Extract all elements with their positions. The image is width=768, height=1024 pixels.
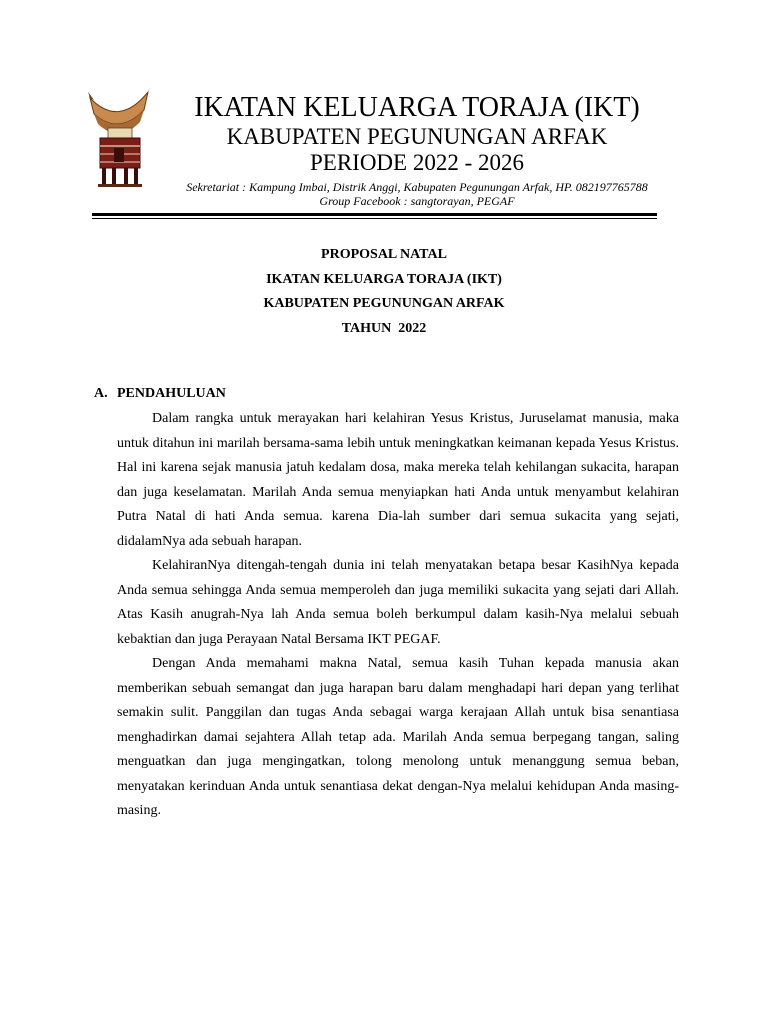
title-line-4: TAHUN 2022 [341, 320, 427, 336]
section-body [117, 407, 679, 824]
title-line-2: IKATAN KELUARGA TORAJA (IKT) [266, 271, 502, 287]
letterhead [0, 0, 768, 230]
section-title: PENDAHULUAN [117, 386, 226, 401]
tongkonan-house-icon [88, 88, 150, 188]
section-number: A. [94, 386, 108, 401]
title-line-1: PROPOSAL NATAL [321, 247, 447, 262]
facebook-group: Group Facebook : sangtorayan, PEGAF [319, 194, 515, 208]
letterhead-rule-thick [92, 213, 657, 216]
period-text: PERIODE 2022 - 2026 [309, 150, 525, 175]
org-name: IKATAN KELUARGA TORAJA (IKT) [194, 92, 640, 123]
document-title [0, 243, 768, 341]
paragraph: Dengan Anda memahami makna Natal, semua kasih Tuhan kepada manusia akan memberikan sebuah semangat dan juga harapan baru dalam menghadapi hari depan yang terlihat semakin sulit. Panggilan dan tugas Anda sebagai warga kerajaan Allah untuk bisa senantiasa menghadirkan damai sejahtera Allah tetap ada. Marilah Anda semua berpegang tangan, saling menguatkan dan juga mengingatkan, tolong menolong untuk menanggung semua beban, menyatakan kerinduan Anda untuk senantiasa dekat dengan-Nya melalui kehidupan Anda masing-masing. [117, 656, 679, 818]
letterhead-rule-thin [92, 218, 657, 219]
paragraph: Dalam rangka untuk merayakan hari kelahiran Yesus Kristus, Juruselamat manusia, maka untuk ditahun ini marilah bersama-sama lebih untuk meningkatkan keimanan kepada Yesus Kristus. Hal ini karena sejak manusia jatuh kedalam dosa, maka mereka telah kehilangan sukacita, harapan dan juga keselamatan. Marilah Anda semua menyiapkan hati Anda untuk menyambut kelahiran Putra Natal di hati Anda semua. karena Dia-lah sumber dari semua sukacita yang sejati, didalamNya ada sebuah harapan. [117, 411, 679, 549]
section-heading [94, 386, 226, 402]
title-line-3: KABUPATEN PEGUNUNGAN ARFAK [263, 296, 505, 311]
paragraph: KelahiranNya ditengah-tengah dunia ini telah menyatakan betapa besar KasihNya kepada Anda semua sehingga Anda semua memperoleh dan juga memiliki sukacita yang sejati dari Allah. Atas Kasih anugrah-Nya lah Anda semua boleh berkumpul dalam kasih-Nya melalui sebuah kebaktian dan juga Perayaan Natal Bersama IKT PEGAF. [117, 558, 679, 647]
secretariat-address: Sekretariat : Kampung Imbai, Distrik Anggi, Kabupaten Pegunungan Arfak, HP. 082197765788 [186, 180, 648, 194]
region-name: KABUPATEN PEGUNUNGAN ARFAK [226, 124, 608, 149]
